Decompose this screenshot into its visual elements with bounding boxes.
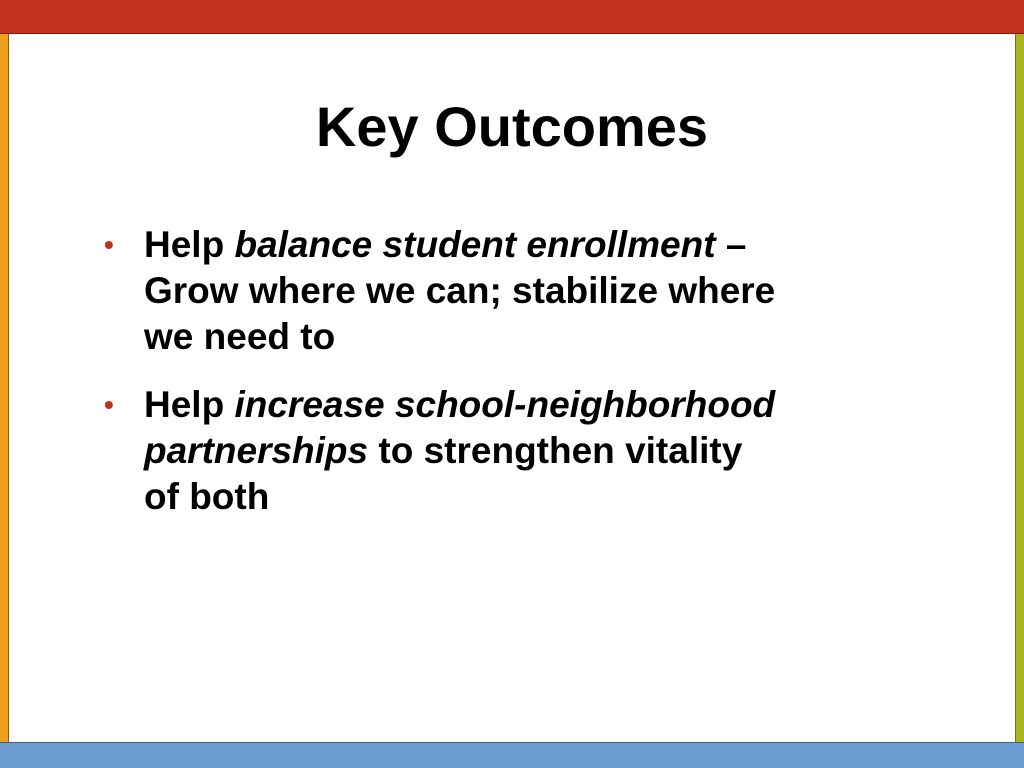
bullet-text: to strengthen vitality [368, 430, 743, 471]
bullet-emphasis: balance student enrollment [234, 224, 716, 265]
bullet-list [104, 222, 934, 542]
bullet-line: we need to [144, 316, 336, 357]
slide-title: Key Outcomes [315, 95, 709, 158]
bullet-item [104, 222, 934, 360]
bottom-border-bar [0, 742, 1024, 768]
bullet-line [144, 382, 934, 428]
bullet-line [144, 428, 934, 474]
bullet-line: of both [144, 476, 270, 517]
bullet-emphasis: partnerships [144, 430, 369, 471]
bullet-item [104, 382, 934, 520]
bullet-text: Help [144, 384, 235, 425]
bullet-dot-icon: • [104, 389, 114, 420]
bullet-text: – [715, 224, 747, 265]
bullet-emphasis: increase school-neighborhood [234, 384, 776, 425]
bullet-dot-icon: • [104, 229, 114, 260]
bullet-text: Help [144, 224, 235, 265]
bullet-line: Grow where we can; stabilize where [144, 270, 776, 311]
bullet-line [144, 222, 934, 268]
top-border-bar [0, 0, 1024, 34]
